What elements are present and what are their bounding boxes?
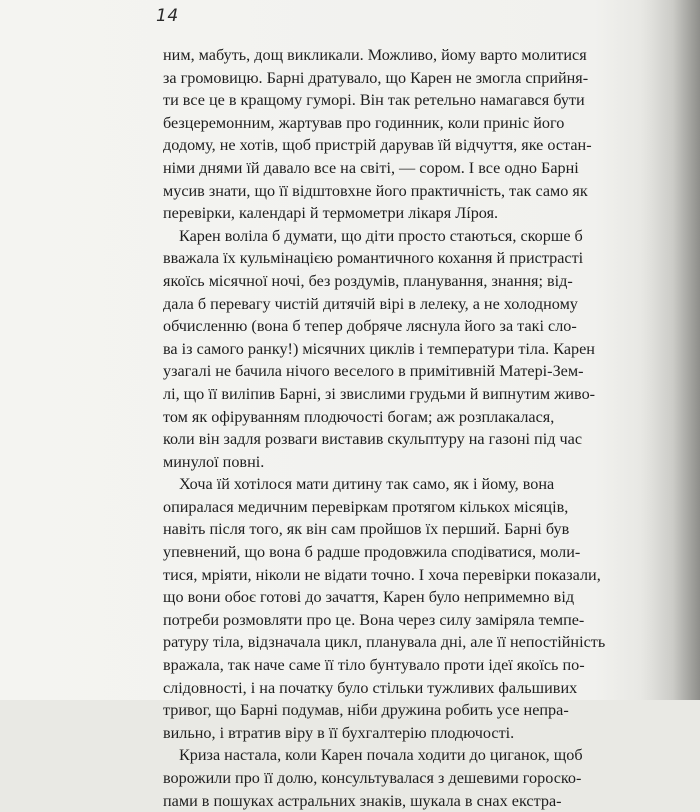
text-line: якоїсь місячної ночі, без роздумів, планування, знання; від- — [163, 271, 573, 290]
text-line: минулої повні. — [163, 452, 265, 471]
text-line: Хоча їй хотілося мати дитину так само, як і йому, вона — [179, 475, 555, 494]
text-line: слідовності, і на початку було стільки тужливих фальшивих — [163, 678, 578, 697]
text-line: вильно, і втратив віру в її бухгалтерію плодючості. — [163, 723, 515, 742]
text-line: лі, що її виліпив Барні, зі звислими грудьми й випнутим живо- — [163, 384, 596, 403]
text-line: том як офіруванням плодючості богам; аж розплакалася, — [163, 407, 555, 426]
text-line: за громовицю. Барні дратувало, що Карен не змогла сприйня- — [163, 68, 589, 87]
text-line: додому, не хотів, щоб пристрій дарував їй відчуття, яке остан- — [163, 136, 592, 155]
text-line: вражала, так наче саме її тіло бунтувало проти ідеї якоїсь по- — [163, 656, 585, 675]
text-line: Криза настала, коли Карен почала ходити до циганок, щоб — [179, 746, 583, 765]
page-number: 14 — [156, 6, 179, 26]
text-line: ти все це в кращому гуморі. Він так ретельно намагався бути — [163, 91, 585, 110]
text-line: тися, мріяти, ніколи не відати точно. І хоча перевірки показали, — [163, 565, 601, 584]
text-line: мусив знати, що її відштовхне його практичність, так само як — [163, 181, 588, 200]
text-line: ним, мабуть, дощ викликали. Можливо, йому варто молитися — [163, 46, 587, 64]
text-line: обчисленню (вона б тепер добряче ляснула його за такі сло- — [163, 317, 577, 336]
text-line: вважала їх кульмінацією романтичного кохання й пристрасті — [163, 249, 584, 268]
text-line: навіть після того, як він сам пройшов їх перший. Барні був — [163, 520, 570, 539]
text-line: коли він задля розваги виставив скульптуру на газоні під час — [163, 430, 583, 449]
text-line: тривог, що Барні подумав, ніби дружина робить усе непра- — [163, 701, 569, 720]
text-line: що вони обоє готові до зачаття, Карен було непримемно від — [163, 588, 575, 607]
text-line: ратуру тіла, відзначала цикл, планувала дні, але її непостійність — [163, 633, 606, 652]
text-line: пами в пошуках астральних знаків, шукала в снах екстра- — [163, 791, 562, 810]
text-line: ворожили про її долю, консультувалася з дешевими гороско- — [163, 769, 582, 787]
text-line: безцеремонним, жартував про годинник, коли приніс його — [163, 113, 565, 132]
text-line: упевнений, що вона б радше продовжила сподіватися, моли- — [163, 543, 581, 562]
text-line: потреби розмовляти про це. Вона через силу заміряла темпе- — [163, 610, 585, 629]
text-line: дала б перевагу чистій дитячій вірі в лелеку, а не холодному — [163, 294, 578, 313]
text-line: узагалі не бачила нічого веселого в примітивній Матері-Зем- — [163, 362, 584, 381]
body-text — [163, 44, 606, 812]
text-line: німи днями їй давало все на світі, — сором. І все одно Барні — [163, 158, 579, 177]
text-line: опиралася медичним перевіркам протягом кількох місяців, — [163, 497, 569, 516]
text-line: ва із самого ранку!) місячних циклів і температури тіла. Карен — [163, 339, 595, 358]
text-line: Карен воліла б думати, що діти просто стаються, скорше б — [179, 226, 583, 245]
text-line: перевірки, календарі й термометри лікаря Лíроя. — [163, 204, 499, 223]
page-edge-shadow — [640, 0, 700, 700]
